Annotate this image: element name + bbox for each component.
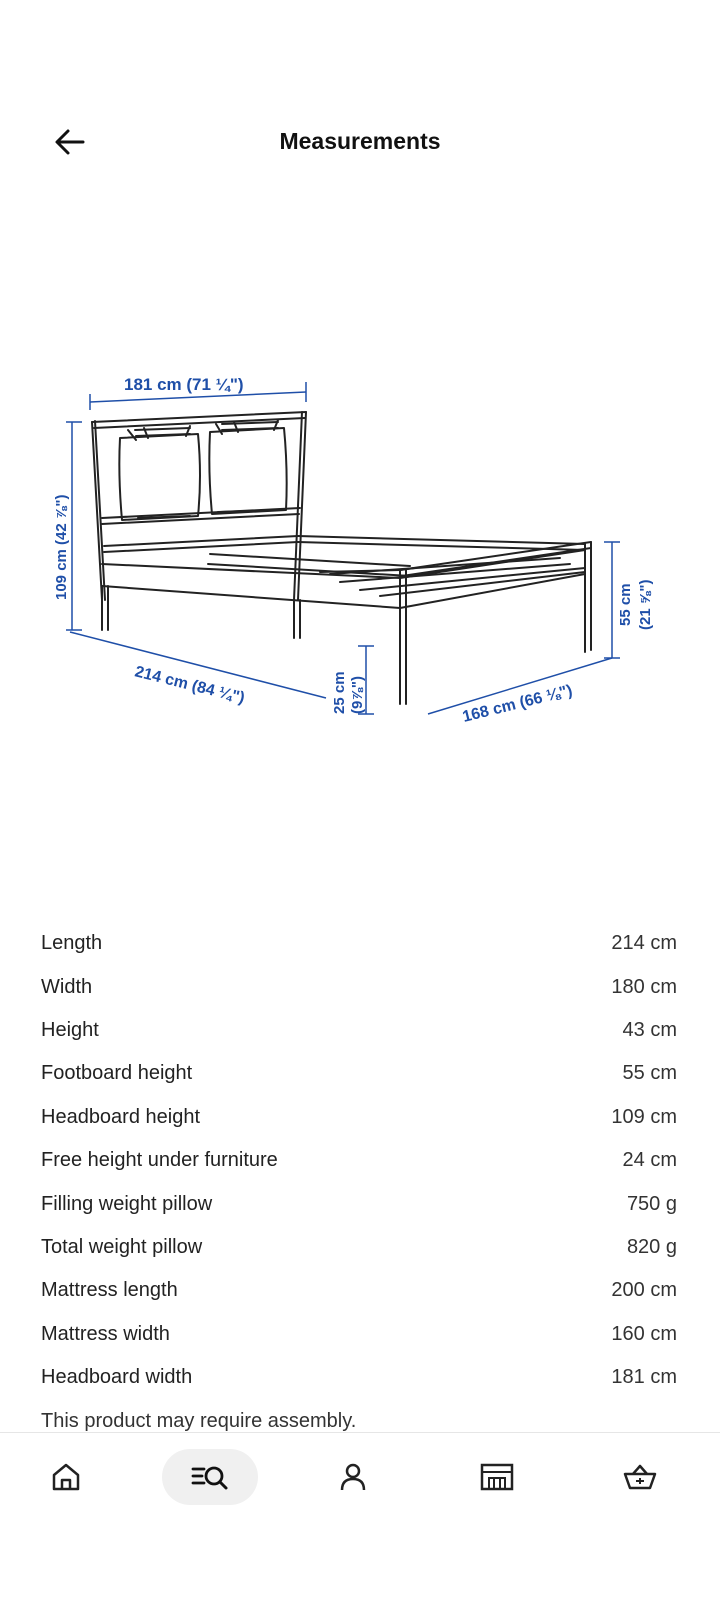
- spec-row-height: [41, 1009, 677, 1052]
- spec-row-headboard-height: [41, 1096, 677, 1139]
- nav-account[interactable]: [323, 1449, 383, 1505]
- spec-value: 43 cm: [622, 1018, 677, 1041]
- spec-row-width: [41, 965, 677, 1008]
- search-products-icon: [190, 1461, 230, 1493]
- top-bar: [0, 100, 720, 184]
- dim-length-label: 214 cm (84 ¼"): [133, 663, 247, 708]
- spec-label: Width: [41, 975, 93, 998]
- spec-label: Total weight pillow: [41, 1235, 203, 1258]
- dim-foot-height-label: 55 cm: [617, 583, 634, 626]
- dim-clearance-imperial-label: (9⅞"): [349, 676, 366, 714]
- spec-value: 214 cm: [611, 932, 677, 955]
- spec-label: Mattress width: [41, 1322, 170, 1345]
- bottom-navigation: [0, 1432, 720, 1533]
- nav-home[interactable]: [36, 1449, 96, 1505]
- spec-label: Headboard height: [41, 1105, 201, 1128]
- spec-value: 750 g: [626, 1192, 677, 1215]
- spec-value: 55 cm: [622, 1062, 677, 1085]
- dim-foot-height-imperial-label: (21 ⅝"): [637, 579, 654, 630]
- spec-value: 109 cm: [611, 1105, 677, 1128]
- nav-store[interactable]: [467, 1449, 527, 1505]
- basket-icon: [622, 1461, 658, 1493]
- store-icon: [479, 1461, 515, 1493]
- spec-label: Footboard height: [41, 1062, 193, 1085]
- account-icon: [337, 1461, 369, 1493]
- spec-row-headboard-width: [41, 1356, 677, 1399]
- spec-row-footboard-height: [41, 1052, 677, 1095]
- spec-value: 160 cm: [611, 1322, 677, 1345]
- spec-value: 181 cm: [611, 1366, 677, 1389]
- spec-value: 24 cm: [622, 1149, 677, 1172]
- spec-label: Headboard width: [41, 1366, 193, 1389]
- spec-label: Filling weight pillow: [41, 1192, 213, 1215]
- bed-drawing: [40, 368, 680, 746]
- nav-basket[interactable]: [610, 1449, 670, 1505]
- dim-width-label: 181 cm (71 ¼"): [124, 375, 244, 394]
- nav-search-products[interactable]: [162, 1449, 258, 1505]
- home-icon: [50, 1461, 82, 1493]
- measurement-list: [41, 922, 677, 1399]
- measurement-diagram: [40, 368, 680, 746]
- spec-row-total-weight: [41, 1226, 677, 1269]
- spec-label: Free height under furniture: [41, 1149, 278, 1172]
- assembly-note: This product may require assembly.: [41, 1410, 357, 1432]
- spec-value: 820 g: [626, 1235, 677, 1258]
- spec-row-mattress-length: [41, 1269, 677, 1312]
- spec-label: Length: [41, 932, 103, 955]
- dim-foot-width-label: 168 cm (66 ⅛"): [460, 682, 575, 726]
- spec-row-filling-weight: [41, 1182, 677, 1225]
- dim-height-label: 109 cm (42 ⅞"): [53, 494, 70, 600]
- spec-label: Mattress length: [41, 1279, 178, 1302]
- spec-row-length: [41, 922, 677, 965]
- dim-clearance-label: 25 cm: [331, 671, 348, 714]
- spec-label: Height: [41, 1018, 99, 1041]
- spec-value: 200 cm: [611, 1279, 677, 1302]
- spec-row-mattress-width: [41, 1313, 677, 1356]
- spec-value: 180 cm: [611, 975, 677, 998]
- spec-row-free-height: [41, 1139, 677, 1182]
- page-title: Measurements: [279, 128, 441, 154]
